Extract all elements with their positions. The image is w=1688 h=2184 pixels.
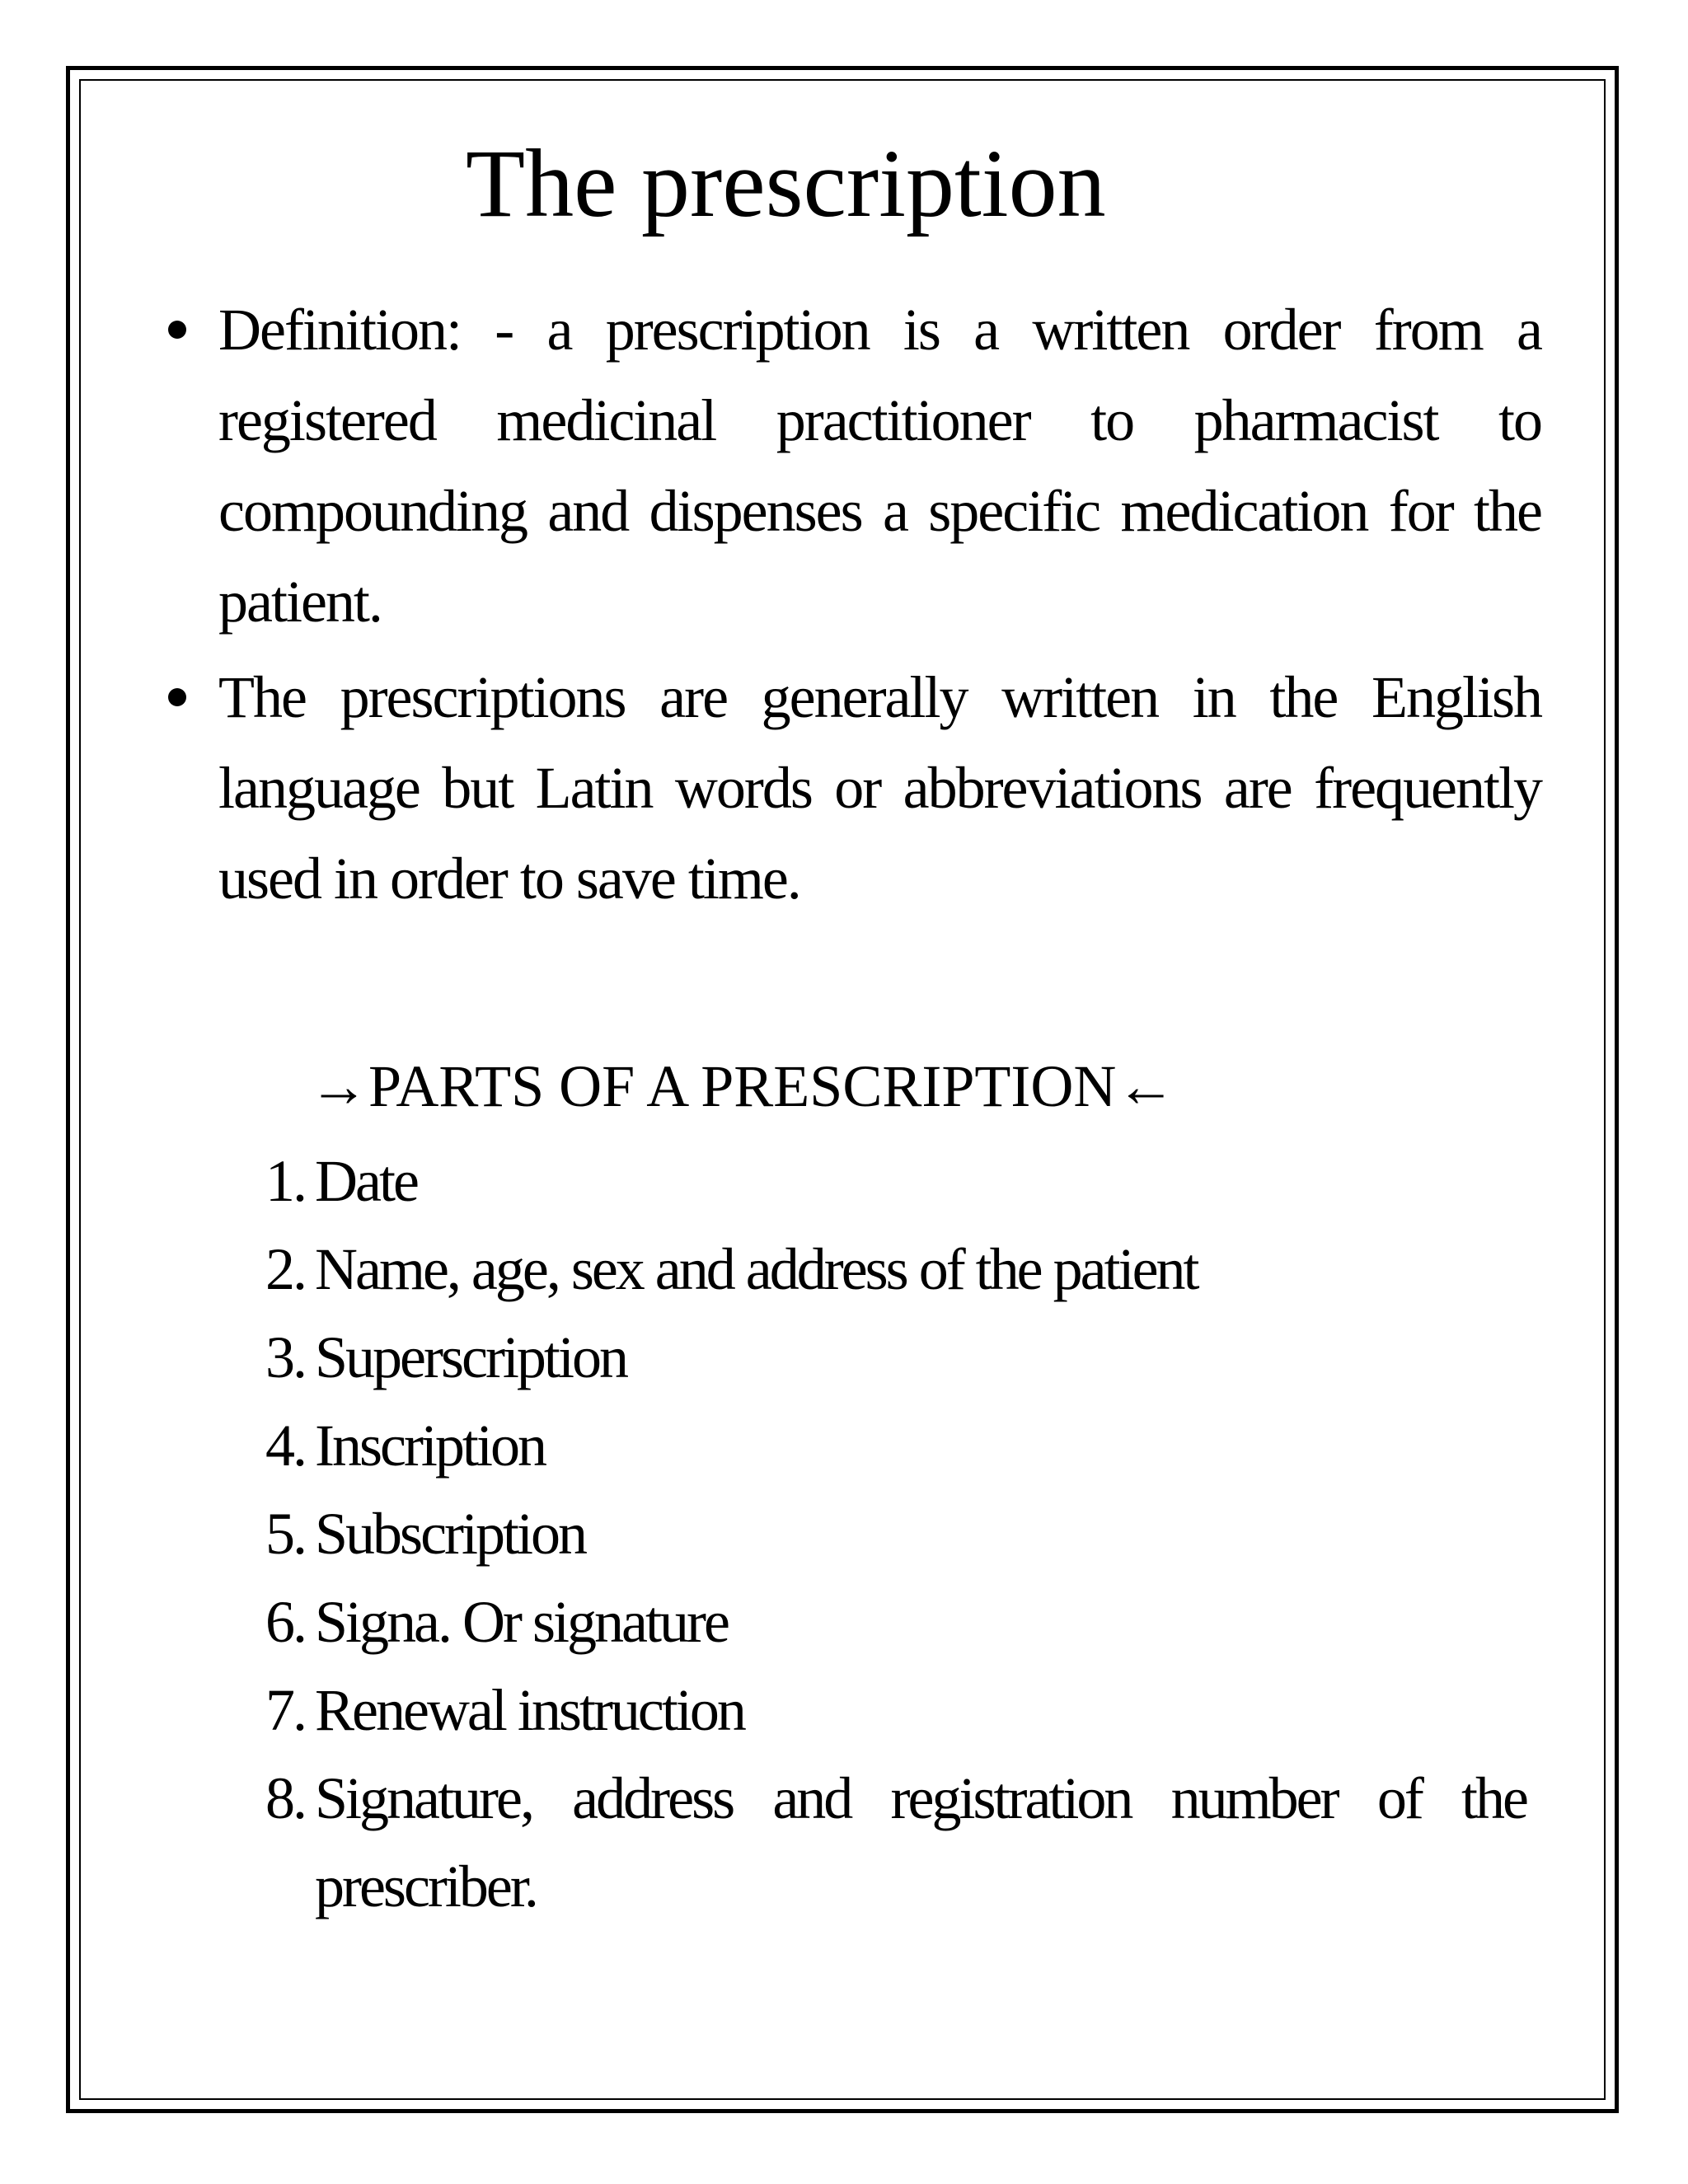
list-item xyxy=(265,1755,1526,1931)
list-item xyxy=(265,1137,1526,1226)
list-text: Name, age, sex and address of the patient xyxy=(315,1236,1198,1302)
list-text: Renewal instruction xyxy=(315,1677,744,1743)
list-number: 3. xyxy=(265,1324,305,1390)
list-text: Inscription xyxy=(315,1413,545,1479)
list-item xyxy=(265,1666,1526,1755)
list-number: 6. xyxy=(265,1589,305,1655)
list-number: 8. xyxy=(265,1765,305,1831)
bullet-dot-icon xyxy=(168,688,186,706)
list-item xyxy=(265,1490,1526,1578)
list-number: 1. xyxy=(265,1148,305,1214)
parts-list xyxy=(265,1137,1526,1931)
list-number: 5. xyxy=(265,1501,305,1567)
list-text: Signa. Or signature xyxy=(315,1589,728,1655)
list-number: 7. xyxy=(265,1677,305,1743)
page-title: The prescription xyxy=(466,129,1106,237)
bullet-item-language xyxy=(157,652,1541,924)
list-item xyxy=(265,1314,1526,1402)
bullet-item-definition xyxy=(157,284,1541,647)
list-text: Subscription xyxy=(315,1501,586,1567)
list-item xyxy=(265,1578,1526,1666)
list-number: 2. xyxy=(265,1236,305,1302)
list-item xyxy=(265,1226,1526,1314)
list-text: Superscription xyxy=(315,1324,626,1390)
bullet-text: The prescriptions are generally written in the English language but Latin words or abbreviations are frequently used in order to save time. xyxy=(218,664,1541,912)
list-item xyxy=(265,1402,1526,1490)
bullet-text: Definition: - a prescription is a written order from a registered medicinal practitioner to pharmacist to compounding and dispenses a specific medication for the patient. xyxy=(218,297,1541,635)
bullet-list xyxy=(157,284,1541,929)
list-text: Signature, address and registration number of the prescriber. xyxy=(315,1765,1526,1919)
bullet-dot-icon xyxy=(168,321,186,339)
list-number: 4. xyxy=(265,1413,305,1479)
parts-heading: →PARTS OF A PRESCRIPTION← xyxy=(309,1053,1176,1119)
list-text: Date xyxy=(315,1148,417,1214)
